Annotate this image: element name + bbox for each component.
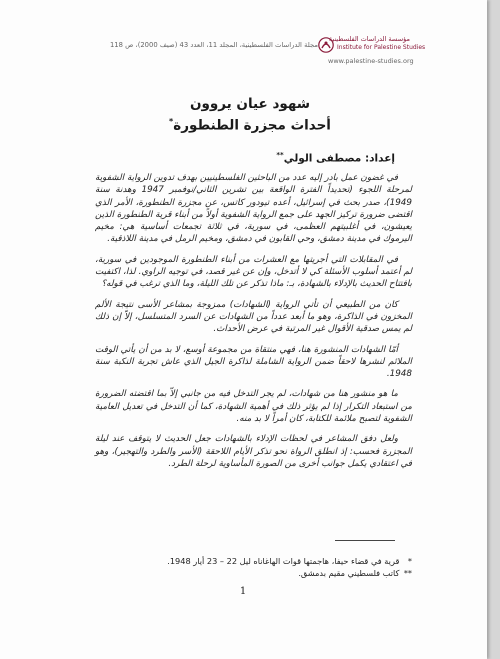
footnotes (160, 555, 412, 579)
footnote-item (160, 555, 412, 567)
body-paragraph: كان من الطبيعي أن تأتي الرواية (الشهادات) ممزوجة بمشاعر الأسى نتيجة الألم المخزون في الذاكرة، وهو ما أبعد عدداً من الشهادات عن السرد المتسلسل، إلاّ إن ذلك لم يمس صدقية الأقوال غير المرتبة في عرض الأحداث. (95, 299, 412, 335)
body-paragraph: ولعل دفق المشاعر في لحظات الإدلاء بالشهادات جعل الحديث لا يتوقف عند ليلة المجزرة فحسب: إذ انطلق الرواة نحو تذكر الأيام اللاحقة (الأسر والطرد والتهجير)، وهو في اعتقادي يكمل جوانب أخرى من الصورة المأساوية لرحلة الطرد. (95, 434, 412, 469)
author-prefix: إعداد: (364, 152, 395, 165)
article-title (100, 95, 400, 135)
body-paragraph: أمّا الشهادات المنشورة هنا، فهي منتقاة من مجموعة أوسع، لا بد من أن يأتي الوقت الملائم لنشرها لاحقاً ضمن الرواية الشاملة لذاكرة الجيل الذي عاش تجربة النكبة سنة 1948. (95, 344, 412, 380)
title-footnote-mark[interactable]: * (169, 117, 174, 126)
author-line (195, 151, 395, 165)
journal-citation: مجلة الدراسات الفلسطينية، المجلد 11، العدد 43 (صيف 2000)، ص 118 (109, 41, 318, 49)
footnote-divider (335, 540, 395, 541)
page-number: 1 (239, 586, 247, 597)
title-line-2 (100, 113, 400, 135)
footnote-text: قرية في قضاء حيفا، هاجمتها قوات الهاغاناه ليل 22 – 23 أيار 1948. (167, 556, 400, 566)
footnote-mark: * (407, 556, 412, 566)
title-line-1: شهود عيان يروون (189, 96, 311, 112)
article-body (95, 172, 412, 478)
footnote-mark: ** (403, 568, 412, 578)
author-name: مصطفى الولي (283, 152, 362, 165)
title-line-2-text: أحداث مجزرة الطنطورة (173, 117, 331, 134)
institute-logo[interactable] (318, 34, 426, 56)
footnote-item (160, 567, 412, 579)
body-paragraph: ما هو منشور هنا من شهادات، لم يجر التدخل فيه من جانبي إلاّ بما اقتضته الضرورة من استبعاد التكرار إذا لم يؤثر ذلك في أهمية الشهادة، كما أن التدخل في تعديل العامية الشفوية لتصبح ملائمة للكتابة، كان أمراً لا بد منه. (95, 389, 412, 425)
author-footnote-mark[interactable]: ** (276, 151, 284, 159)
footnote-text: كاتب فلسطيني مقيم بدمشق. (298, 568, 400, 578)
logo-english-text: Institute for Palestine Studies (337, 44, 426, 51)
website-link[interactable]: www.palestine-studies.org (328, 57, 414, 65)
logo-arabic-text: مؤسسة الدراسات الفلسطينية (328, 35, 410, 43)
body-paragraph: في غضون عمل بادر إليه عدد من الباحثين الفلسطينيين بهدف تدوين الرواية الشفوية لمرحلة اللجوء (تحديداً الفترة الواقعة بين تشرين الثاني/نوفمبر 1947 وهدنة سنة 1949)، صدر بحث في إسرائيل، أعده تيودور كاتس، عن مجزرة الطنطورة، الأمر الذي اقتضى ضرورة تركيز الجهد على جمع الرواية الشفوية أولاً من أبناء قرية الطنطورة الذين يعيشون، في أغلبيتهم العظمى، في سورية، في ثلاثة تجمعات أساسية هي: مخيم اليرموك في مدينة دمشق، وحي القابون في دمشق، ومخيم الرمل في مدينة اللاذقية. (95, 173, 412, 245)
body-paragraph: في المقابلات التي أجريتها مع العشرات من أبناء الطنطورة الموجودين في سورية، لم أعتمد أسلوب الأسئلة كي لا أتدخل، وإن عن غير قصد، في توجيه الراوي. لذا، اكتفيت بافتتاح الحديث بالإدلاء بالشهادة، بـ: ماذا تذكر عن تلك الليلة، وما الذي ترغب في قوله؟ (95, 254, 412, 290)
